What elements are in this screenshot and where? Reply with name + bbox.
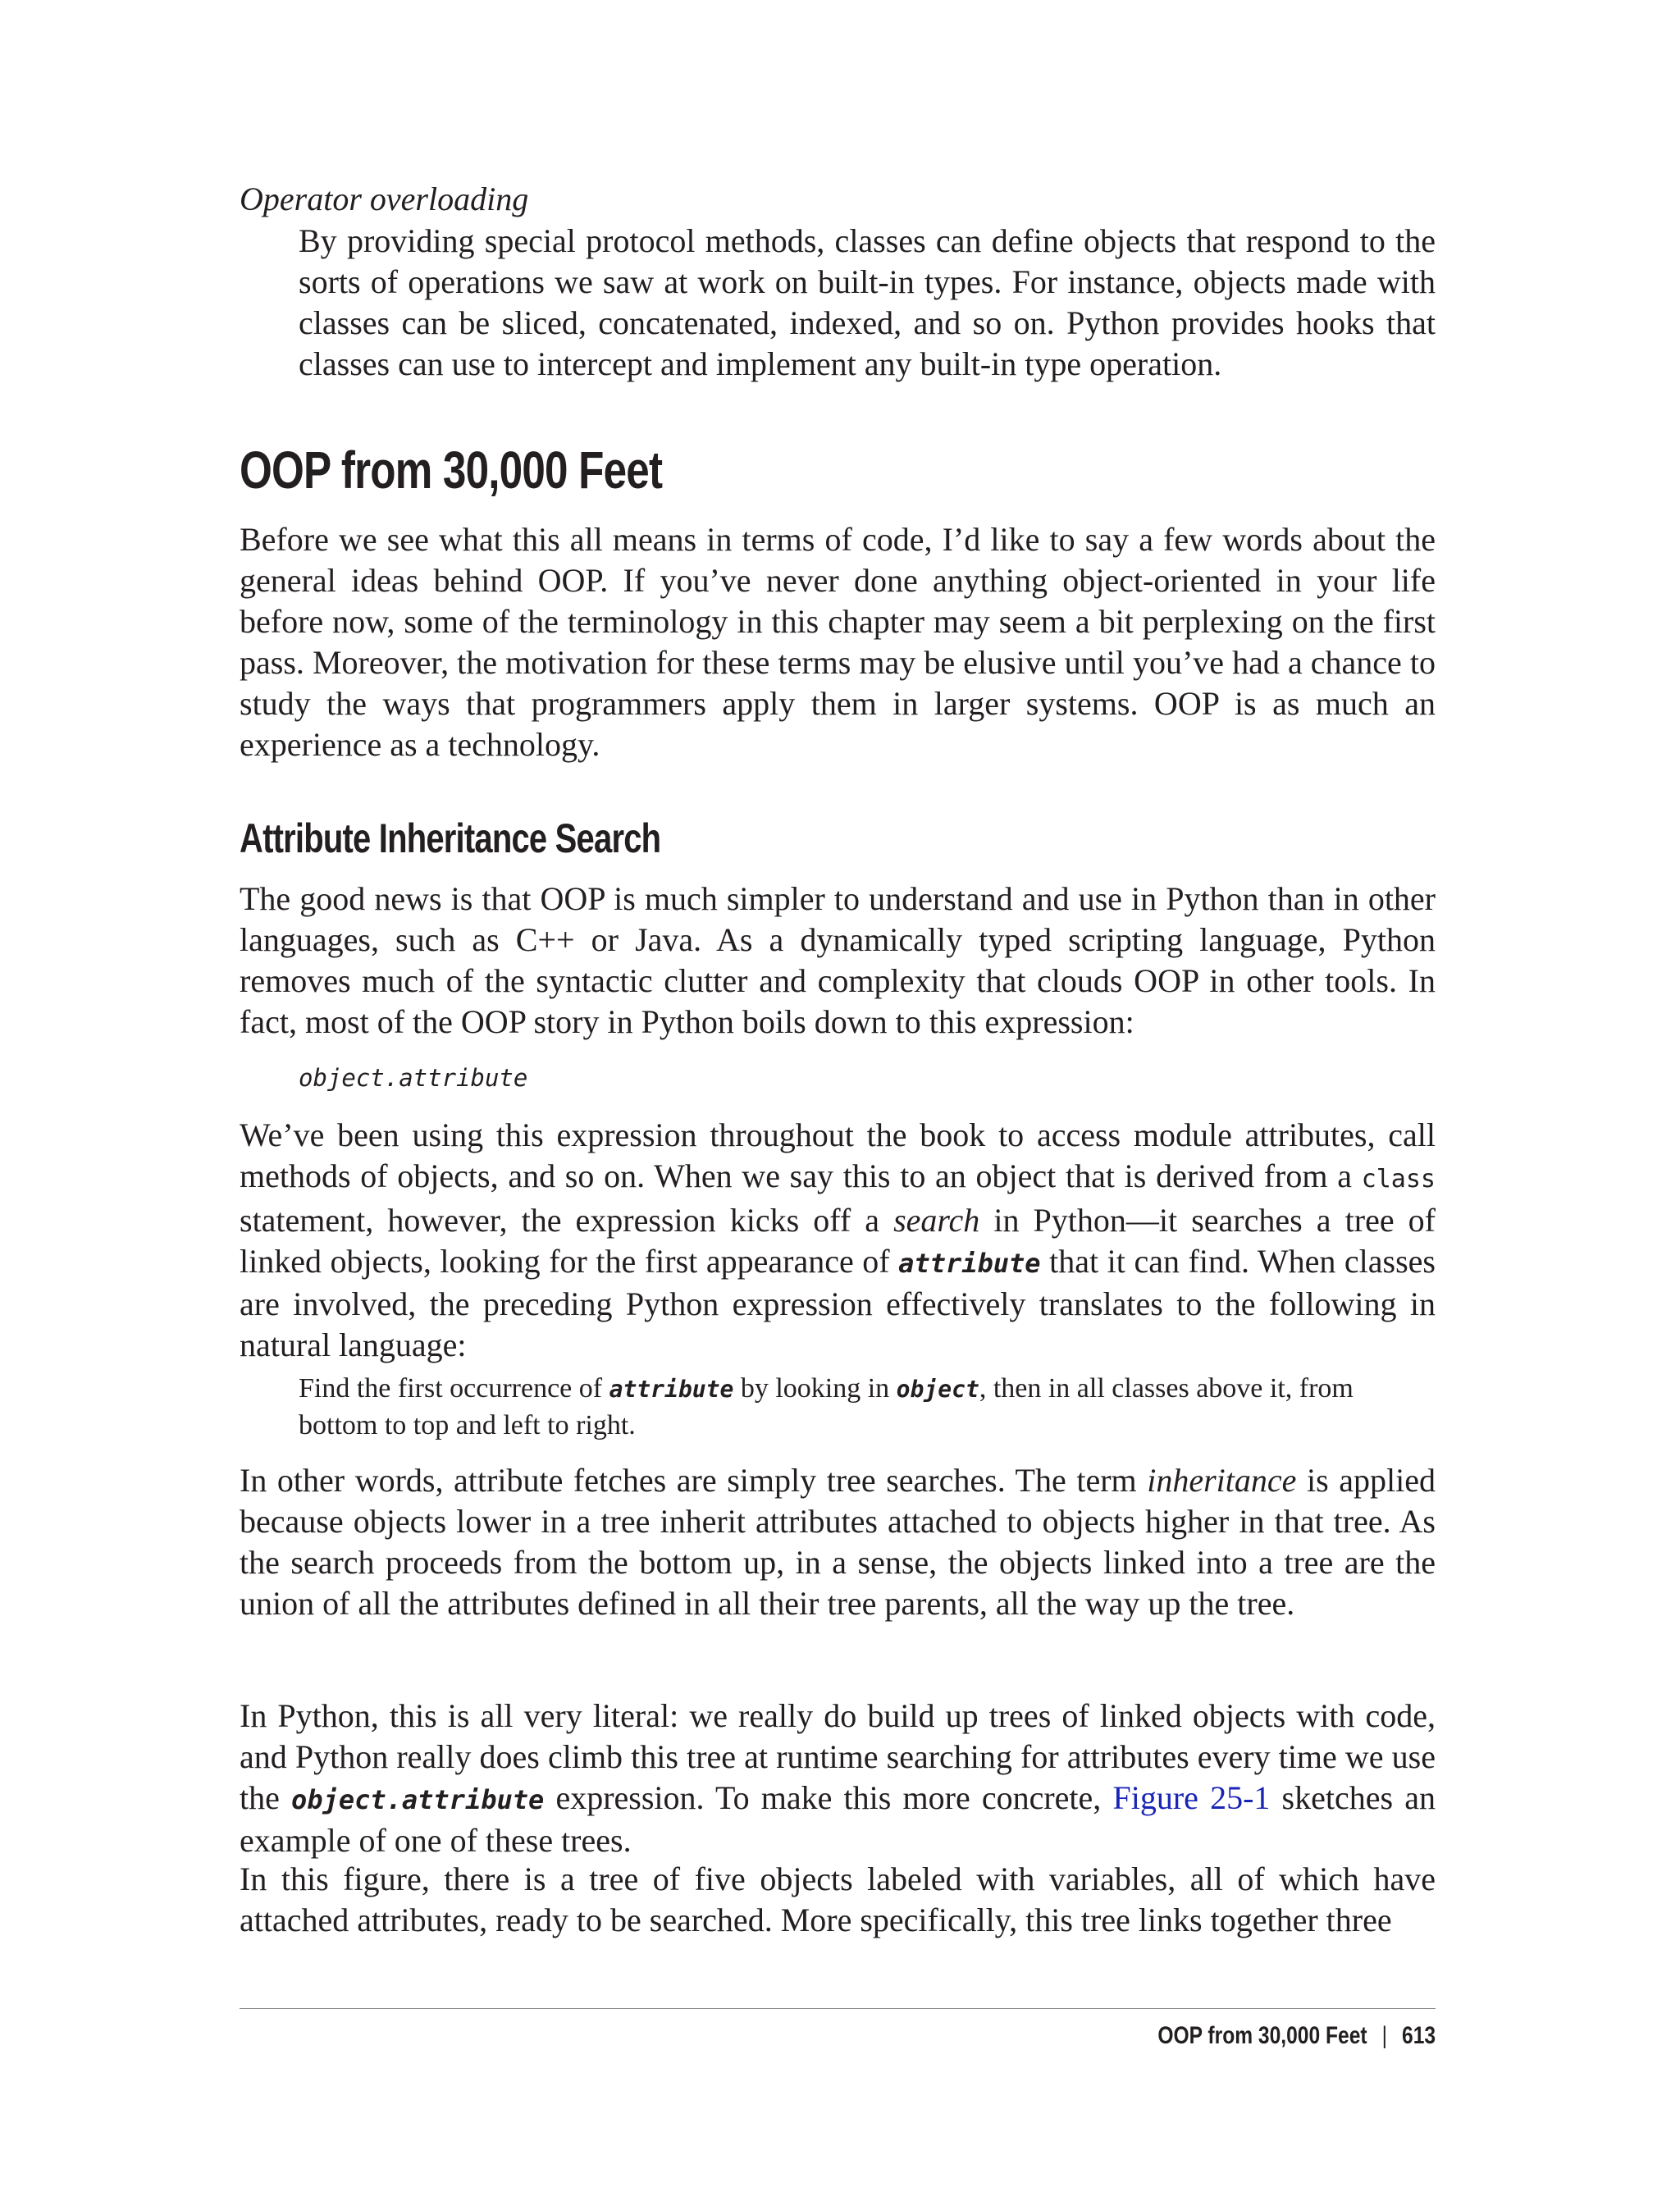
definition-body: By providing special protocol methods, classes can define objects that respond to the sorts of operations we saw at work on built-in types. For instance, objects made with classes can be sliced, concatenated, indexed, and so on. Python provides hooks that classes can use to intercept and implement any built-in type operation.	[299, 222, 1436, 382]
figure-link[interactable]: Figure 25-1	[1112, 1779, 1271, 1816]
running-title: OOP from 30,000 Feet	[1157, 2022, 1367, 2049]
code-example: object.attribute	[299, 1064, 528, 1092]
paragraph-2: We’ve been using this expression throughout the book to access module attributes, call methods of objects, and so on. When we say this to an object that is derived from a class statement, however, the expression kicks off a search in Python—it searches a tree of linked objects, looking for the first appearance of attribute that it can find. When classes are involved, the preceding Python expression effectively translates to the following in natural language:	[240, 1116, 1436, 1363]
footer-separator: |	[1381, 2022, 1387, 2049]
inline-code-attribute: attribute	[898, 1248, 1041, 1279]
emphasis-search: search	[893, 1202, 980, 1239]
paragraph-1: The good news is that OOP is much simpler to understand and use in Python than in other languages, such as C++ or Java. As a dynamically typed scripting language, Python removes much of the syntactic clutter and complexity that clouds OOP in other tools. In fact, most of the OOP story in Python boils down to this expression:	[240, 880, 1436, 1040]
quote-code-attribute: attribute	[609, 1376, 734, 1403]
paragraph-5: In this figure, there is a tree of five objects labeled with variables, all of which have attached attributes, ready to be searched. More specifically, this tree links together three	[240, 1860, 1436, 1938]
paragraph-4: In Python, this is all very literal: we really do build up trees of linked objects with code, and Python really does climb this tree at runtime searching for attributes every time we use the object.attribute expression. To make this more concrete, Figure 25-1 sketches an example of one of these trees.	[240, 1697, 1436, 1859]
intro-paragraph: Before we see what this all means in terms of code, I’d like to say a few words about the general ideas behind OOP. If you’ve never done anything object-oriented in your life before now, some of the terminology in this chapter may seem a bit perplexing on the first pass. Moreover, the motivation for these terms may be elusive until you’ve had a chance to study the ways that programmers apply them in larger systems. OOP is as much an experience as a technology.	[240, 521, 1436, 763]
page-number: 613	[1401, 2022, 1436, 2049]
inline-code-expression: object.attribute	[291, 1784, 545, 1815]
emphasis-inheritance: inheritance	[1147, 1462, 1297, 1499]
subsection-heading: Attribute Inheritance Search	[240, 815, 661, 861]
footer-rule	[240, 2008, 1436, 2009]
quote-code-object: object	[896, 1376, 979, 1403]
page-footer	[1157, 2020, 1436, 2052]
inline-code-class: class	[1361, 1165, 1436, 1194]
section-heading: OOP from 30,000 Feet	[240, 441, 663, 500]
block-quote: Find the first occurrence of attribute by looking in object, then in all classes above it, from bottom to top and left to right.	[299, 1373, 1354, 1440]
definition-term: Operator overloading	[240, 180, 529, 217]
book-page	[240, 0, 1436, 2205]
paragraph-3: In other words, attribute fetches are simply tree searches. The term inheritance is applied because objects lower in a tree inherit attributes attached to objects higher in that tree. As the search proceeds from the bottom up, in a sense, the objects linked into a tree are the union of all the attributes defined in all their tree parents, all the way up the tree.	[240, 1462, 1436, 1622]
